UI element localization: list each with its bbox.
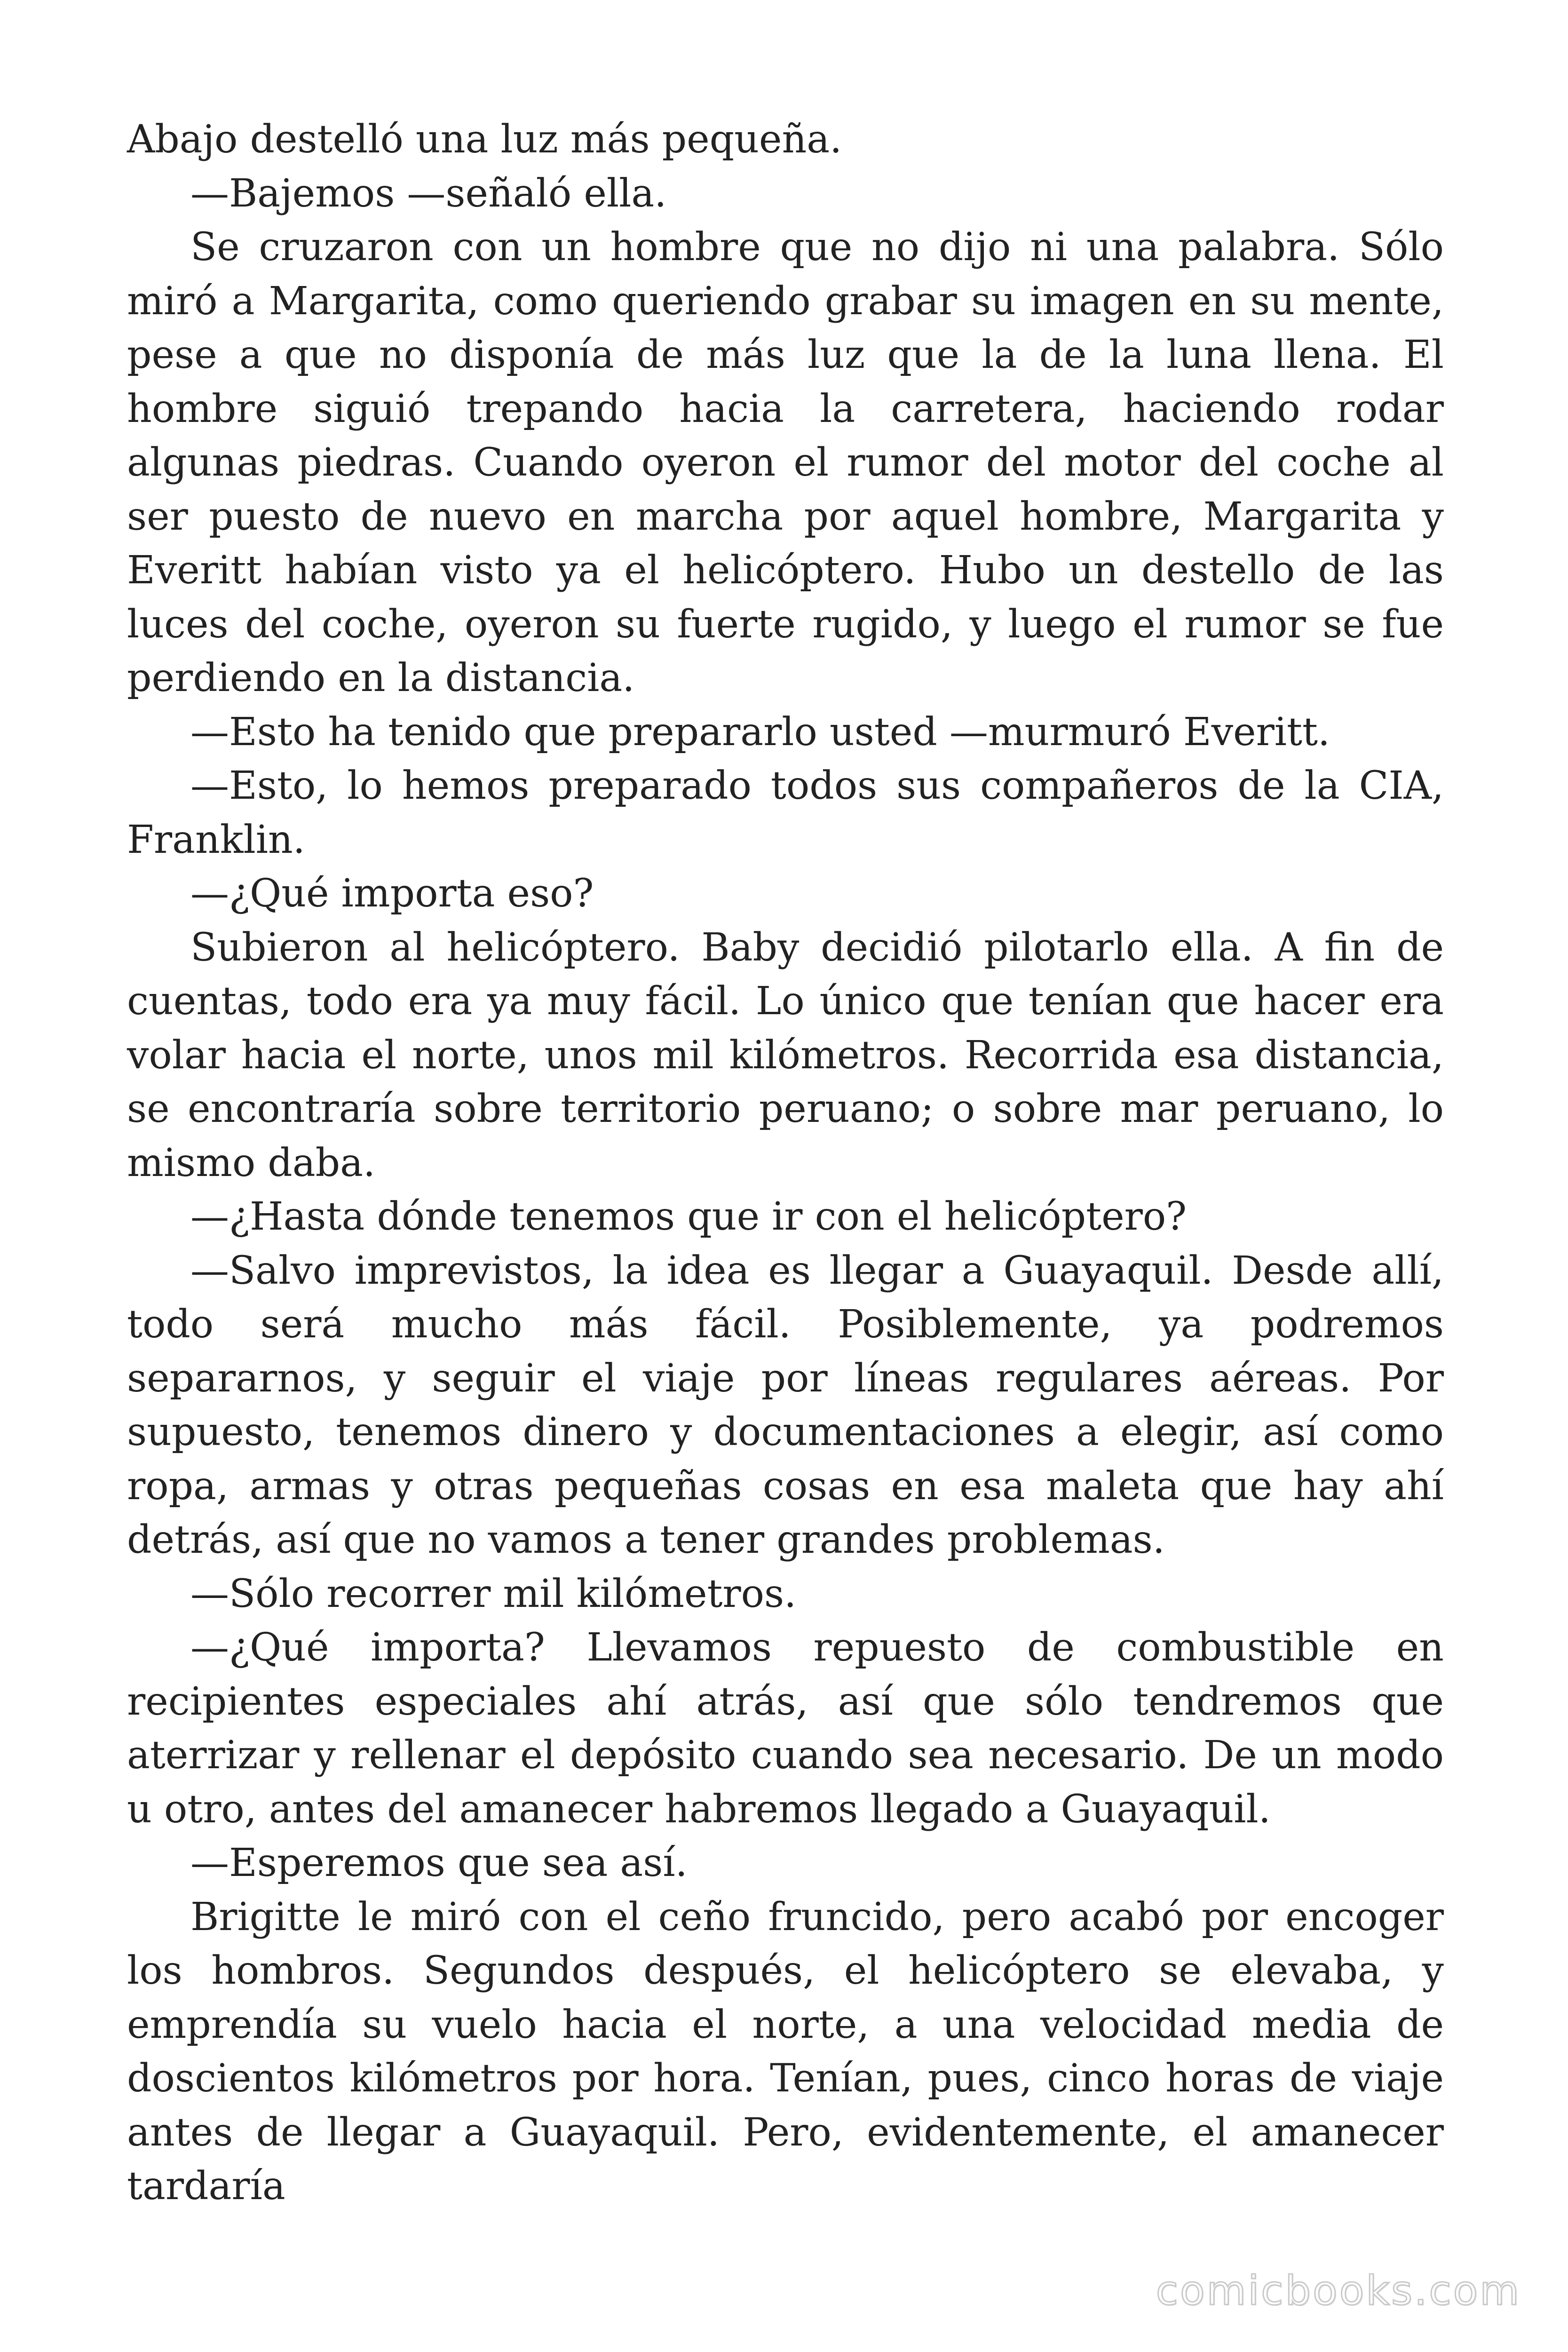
paragraph-1: Abajo destelló una luz más pequeña.: [127, 117, 842, 162]
body-text: [127, 113, 1444, 2214]
paragraph-12: —Esperemos que sea así.: [190, 1841, 688, 1885]
paragraph-8: —¿Hasta dónde tenemos que ir con el helicóptero?: [190, 1194, 1187, 1239]
watermark: comicbooks.com: [1156, 2267, 1521, 2314]
paragraph-7: Subieron al helicóptero. Baby decidió pilotarlo ella. A fin de cuentas, todo era ya muy fácil. Lo único que tenían que hacer era volar hacia el norte, unos mil kilómetros. Recorrida esa distancia, se encontraría sobre territorio peruano; o sobre mar peruano, lo mismo daba.: [127, 925, 1444, 1185]
paragraph-9: —Salvo imprevistos, la idea es llegar a Guayaquil. Desde allí, todo será mucho más fácil. Posiblemente, ya podremos separarnos, y seguir el viaje por líneas regulares aéreas. Por supuesto, tenemos dinero y documentaciones a elegir, así como ropa, armas y otras pequeñas cosas en esa maleta que hay ahí detrás, así que no vamos a tener grandes problemas.: [127, 1248, 1444, 1562]
paragraph-13: Brigitte le miró con el ceño fruncido, pero acabó por encoger los hombros. Segundos después, el helicóptero se elevaba, y emprendía su vuelo hacia el norte, a una velocidad media de doscientos kilómetros por hora. Tenían, pues, cinco horas de viaje antes de llegar a Guayaquil. Pero, evidentemente, el amanecer tardaría: [127, 1894, 1444, 2209]
paragraph-3: Se cruzaron con un hombre que no dijo ni una palabra. Sólo miró a Margarita, como queriendo grabar su imagen en su mente, pese a que no disponía de más luz que la de la luna llena. El hombre siguió trepando hacia la carretera, haciendo rodar algunas piedras. Cuando oyeron el rumor del motor del coche al ser puesto de nuevo en marcha por aquel hombre, Margarita y Everitt habían visto ya el helicóptero. Hubo un destello de las luces del coche, oyeron su fuerte rugido, y luego el rumor se fue perdiendo en la distancia.: [127, 225, 1444, 700]
paragraph-11: —¿Qué importa? Llevamos repuesto de combustible en recipientes especiales ahí atrás, así que sólo tendremos que aterrizar y rellenar el depósito cuando sea necesario. De un modo u otro, antes del amanecer habremos llegado a Guayaquil.: [127, 1625, 1444, 1832]
paragraph-4: —Esto ha tenido que prepararlo usted —murmuró Everitt.: [190, 709, 1330, 755]
paragraph-10: —Sólo recorrer mil kilómetros.: [190, 1571, 797, 1616]
paragraph-6: —¿Qué importa eso?: [190, 871, 594, 916]
paragraph-5: —Esto, lo hemos preparado todos sus compañeros de la CIA, Franklin.: [127, 763, 1444, 862]
paragraph-2: —Bajemos —señaló ella.: [190, 171, 667, 216]
